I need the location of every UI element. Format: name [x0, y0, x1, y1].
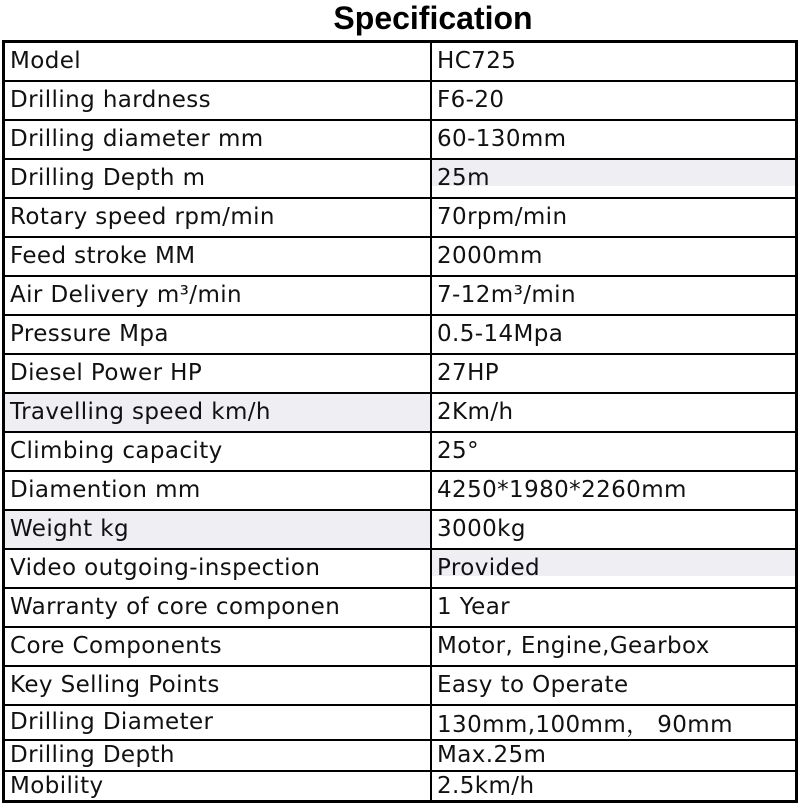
spec-value: Max.25m [431, 740, 797, 771]
table-row [4, 432, 797, 471]
spec-label: Model [4, 42, 432, 81]
spec-value: 27HP [431, 354, 797, 393]
spec-value: 0.5-14Mpa [431, 315, 797, 354]
spec-value: Easy to Operate [431, 666, 797, 705]
table-row [4, 198, 797, 237]
spec-label: Drilling hardness [4, 81, 432, 120]
spec-label: Warranty of core componen [4, 588, 432, 627]
spec-label: Video outgoing-inspection [4, 549, 432, 588]
table-row [4, 276, 797, 315]
spec-label: Core Components [4, 627, 432, 666]
table-row [4, 740, 797, 771]
spec-value: 2.5km/h [431, 771, 797, 802]
spec-value: 2000mm [431, 237, 797, 276]
spec-label: Drilling Depth m [4, 159, 432, 198]
spec-label: Drilling Diameter [4, 705, 432, 740]
table-row [4, 159, 797, 198]
spec-label: Feed stroke MM [4, 237, 432, 276]
spec-value: 70rpm/min [431, 198, 797, 237]
spec-label: Drilling Depth [4, 740, 432, 771]
table-row [4, 666, 797, 705]
table-row [4, 237, 797, 276]
spec-value: 7-12m³/min [431, 276, 797, 315]
spec-label: Air Delivery m³/min [4, 276, 432, 315]
table-row [4, 771, 797, 802]
spec-label: Pressure Mpa [4, 315, 432, 354]
spec-label: Diamention mm [4, 471, 432, 510]
spec-value: 2Km/h [431, 393, 797, 432]
spec-label: Mobility [4, 771, 432, 802]
table-row [4, 471, 797, 510]
table-row [4, 705, 797, 740]
spec-value: 25m [431, 159, 797, 198]
spec-label: Travelling speed km/h [4, 393, 432, 432]
spec-value: 130mm,100mm， 90mm [431, 705, 797, 740]
table-row [4, 315, 797, 354]
spec-label: Climbing capacity [4, 432, 432, 471]
spec-label: Weight kg [4, 510, 432, 549]
spec-value: Provided [431, 549, 797, 588]
table-row [4, 393, 797, 432]
spec-value: 25° [431, 432, 797, 471]
spec-label: Diesel Power HP [4, 354, 432, 393]
spec-label: Key Selling Points [4, 666, 432, 705]
spec-label: Rotary speed rpm/min [4, 198, 432, 237]
spec-value: HC725 [431, 42, 797, 81]
spec-value: 4250*1980*2260mm [431, 471, 797, 510]
spec-value: Motor, Engine,Gearbox [431, 627, 797, 666]
spec-table [2, 40, 798, 803]
spec-value: 60-130mm [431, 120, 797, 159]
table-row [4, 627, 797, 666]
table-row [4, 588, 797, 627]
table-row [4, 81, 797, 120]
page-title: Specification [333, 0, 533, 36]
spec-value: F6-20 [431, 81, 797, 120]
table-row [4, 120, 797, 159]
table-row [4, 510, 797, 549]
table-row [4, 354, 797, 393]
table-row [4, 549, 797, 588]
spec-value: 1 Year [431, 588, 797, 627]
table-row [4, 42, 797, 81]
spec-label: Drilling diameter mm [4, 120, 432, 159]
spec-value: 3000kg [431, 510, 797, 549]
